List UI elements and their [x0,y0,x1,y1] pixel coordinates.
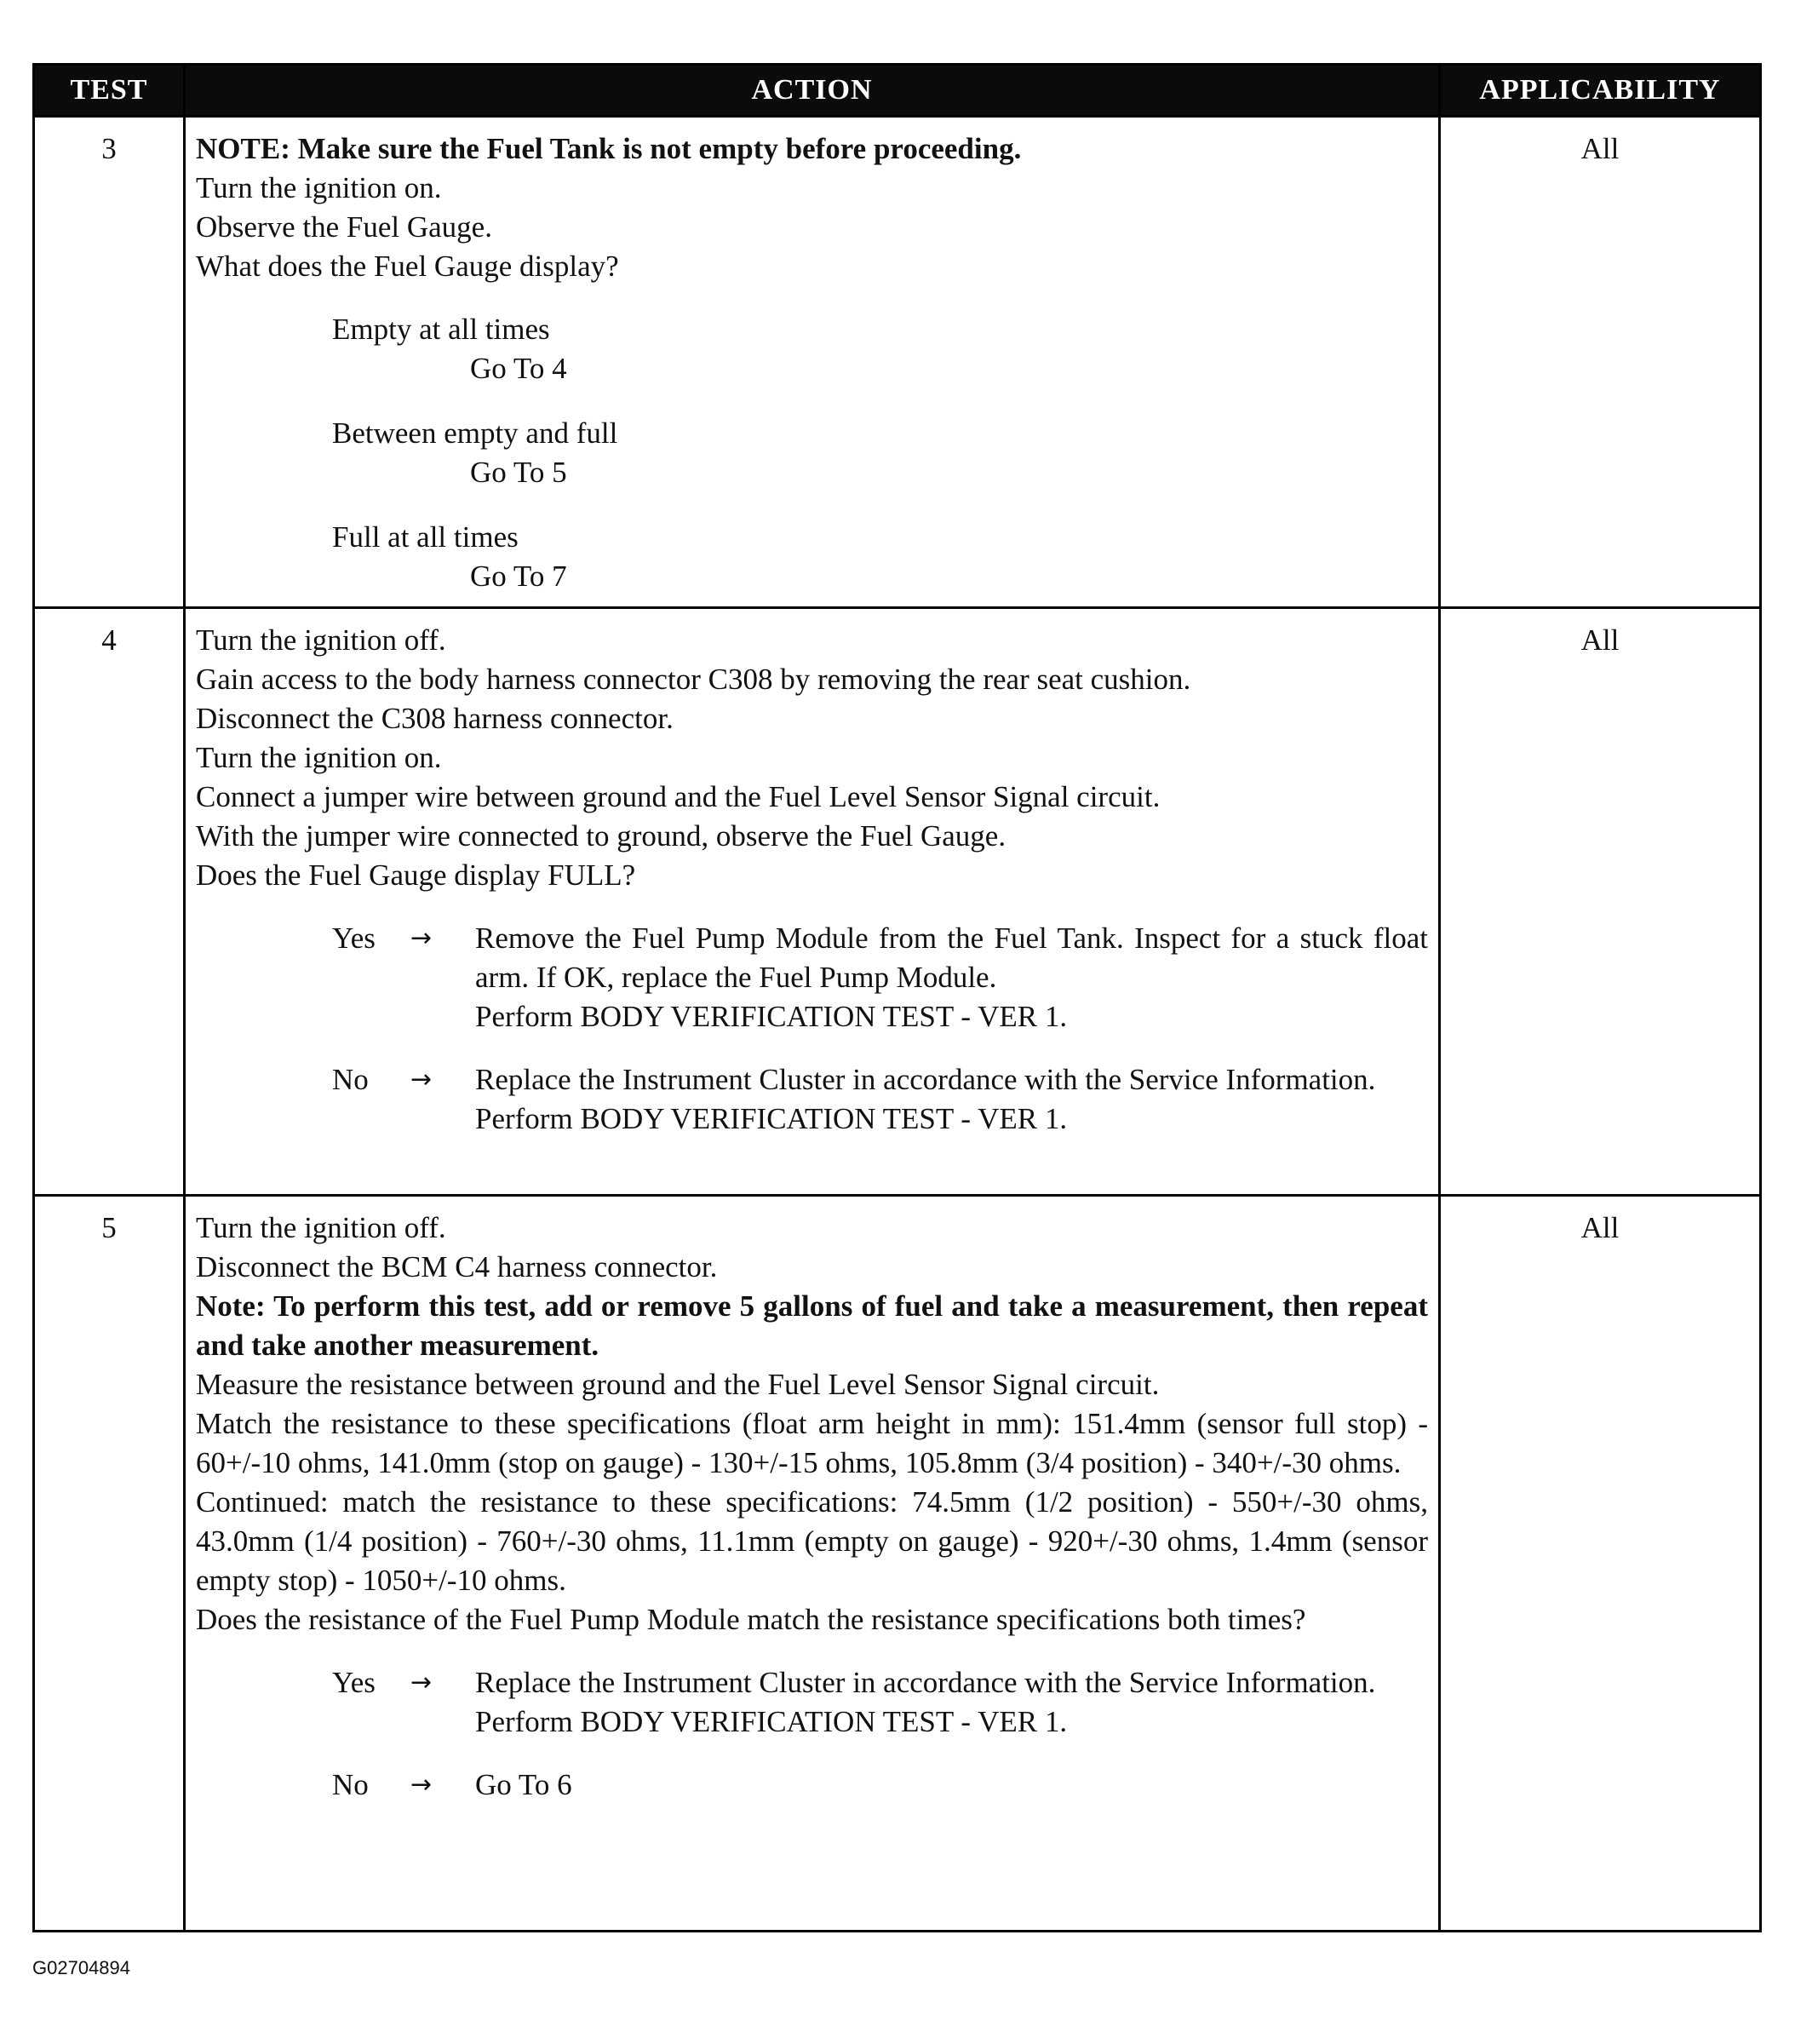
action-step: Connect a jumper wire between ground and the Fuel Level Sensor Signal circuit. [196,780,1161,813]
action-step: Turn the ignition on. [196,171,442,204]
option-goto: Go To 7 [470,560,567,593]
result-answer: Yes [332,922,376,955]
result-text [475,919,1428,1036]
result-no [196,1060,1428,1139]
test-number: 4 [34,608,185,1196]
header-applicability: APPLICABILITY [1440,65,1761,117]
action-note: NOTE: Make sure the Fuel Tank is not empty before proceeding. [196,132,1022,165]
answer-option [196,414,1428,492]
option-label: Full at all times [332,520,519,554]
action-step: Disconnect the C308 harness connector. [196,702,674,735]
header-action: ACTION [185,65,1440,117]
option-goto: Go To 5 [470,456,567,489]
table-header-row [34,65,1761,117]
answer-option [196,518,1428,596]
applicability-cell: All [1440,1196,1761,1932]
result-instruction: Remove the Fuel Pump Module from the Fuel Tank. Inspect for a stuck float arm. If OK, replace the Fuel Pump Module. [475,922,1428,994]
result-answer: No [332,1063,369,1096]
result-instruction: Replace the Instrument Cluster in accordance with the Service Information. [475,1666,1376,1699]
result-text [475,1663,1428,1742]
table-row-test-4 [34,608,1761,1196]
result-instruction: Go To 6 [475,1768,572,1801]
result-verification: Perform BODY VERIFICATION TEST - VER 1. [475,1102,1068,1135]
arrow-right-icon: → [410,1065,433,1094]
result-text [475,1766,1428,1805]
action-note: Note: To perform this test, add or remove 5 gallons of fuel and take a measurement, then repeat and take another measurement. [196,1289,1428,1362]
action-step: With the jumper wire connected to ground, observe the Fuel Gauge. [196,819,1006,853]
diagnostic-test-table [32,63,1762,1932]
action-step: Disconnect the BCM C4 harness connector. [196,1250,718,1283]
result-instruction: Replace the Instrument Cluster in accordance with the Service Information. [475,1063,1376,1096]
result-yes [196,919,1428,1036]
result-answer: No [332,1768,369,1801]
action-cell [185,608,1440,1196]
figure-id-caption: G02704894 [32,1957,130,1978]
action-step: Match the resistance to these specifications (float arm height in mm): 151.4mm (sensor full stop) - 60+/-10 ohms, 141.0mm (stop on gauge) - 130+/-15 ohms, 105.8mm (3/4 position) - 340+/-30 ohms. [196,1407,1428,1479]
arrow-right-icon: → [410,923,433,953]
action-step: Turn the ignition off. [196,1211,446,1244]
test-number: 3 [34,117,185,608]
action-step: What does the Fuel Gauge display? [196,250,619,283]
header-test: TEST [34,65,185,117]
table-row-test-5 [34,1196,1761,1932]
applicability-cell: All [1440,117,1761,608]
action-step: Turn the ignition off. [196,623,446,657]
action-step: Turn the ignition on. [196,741,442,774]
action-step: Gain access to the body harness connector C308 by removing the rear seat cushion. [196,663,1191,696]
arrow-right-icon: → [410,1668,433,1697]
option-label: Between empty and full [332,416,618,450]
action-step: Does the Fuel Gauge display FULL? [196,858,636,892]
diagnostic-test-document [32,63,1759,1932]
result-yes [196,1663,1428,1742]
action-step: Does the resistance of the Fuel Pump Module match the resistance specifications both times? [196,1603,1306,1636]
applicability-cell: All [1440,608,1761,1196]
action-cell [185,117,1440,608]
result-answer: Yes [332,1666,376,1699]
result-verification: Perform BODY VERIFICATION TEST - VER 1. [475,1000,1068,1033]
option-goto: Go To 4 [470,352,567,385]
test-number: 5 [34,1196,185,1932]
action-cell [185,1196,1440,1932]
arrow-right-icon: → [410,1770,433,1800]
result-verification: Perform BODY VERIFICATION TEST - VER 1. [475,1705,1068,1738]
option-label: Empty at all times [332,313,550,346]
result-no [196,1766,1428,1805]
result-text [475,1060,1428,1139]
action-step: Measure the resistance between ground and the Fuel Level Sensor Signal circuit. [196,1368,1160,1401]
action-step: Continued: match the resistance to these specifications: 74.5mm (1/2 position) - 550+/-30 ohms, 43.0mm (1/4 position) - 760+/-30 ohms, 11.1mm (empty on gauge) - 920+/-30 ohms, 1.4mm (sensor empty stop) - 1050+/-10 ohms. [196,1485,1428,1597]
table-row-test-3 [34,117,1761,608]
answer-option [196,310,1428,388]
action-step: Observe the Fuel Gauge. [196,210,492,244]
